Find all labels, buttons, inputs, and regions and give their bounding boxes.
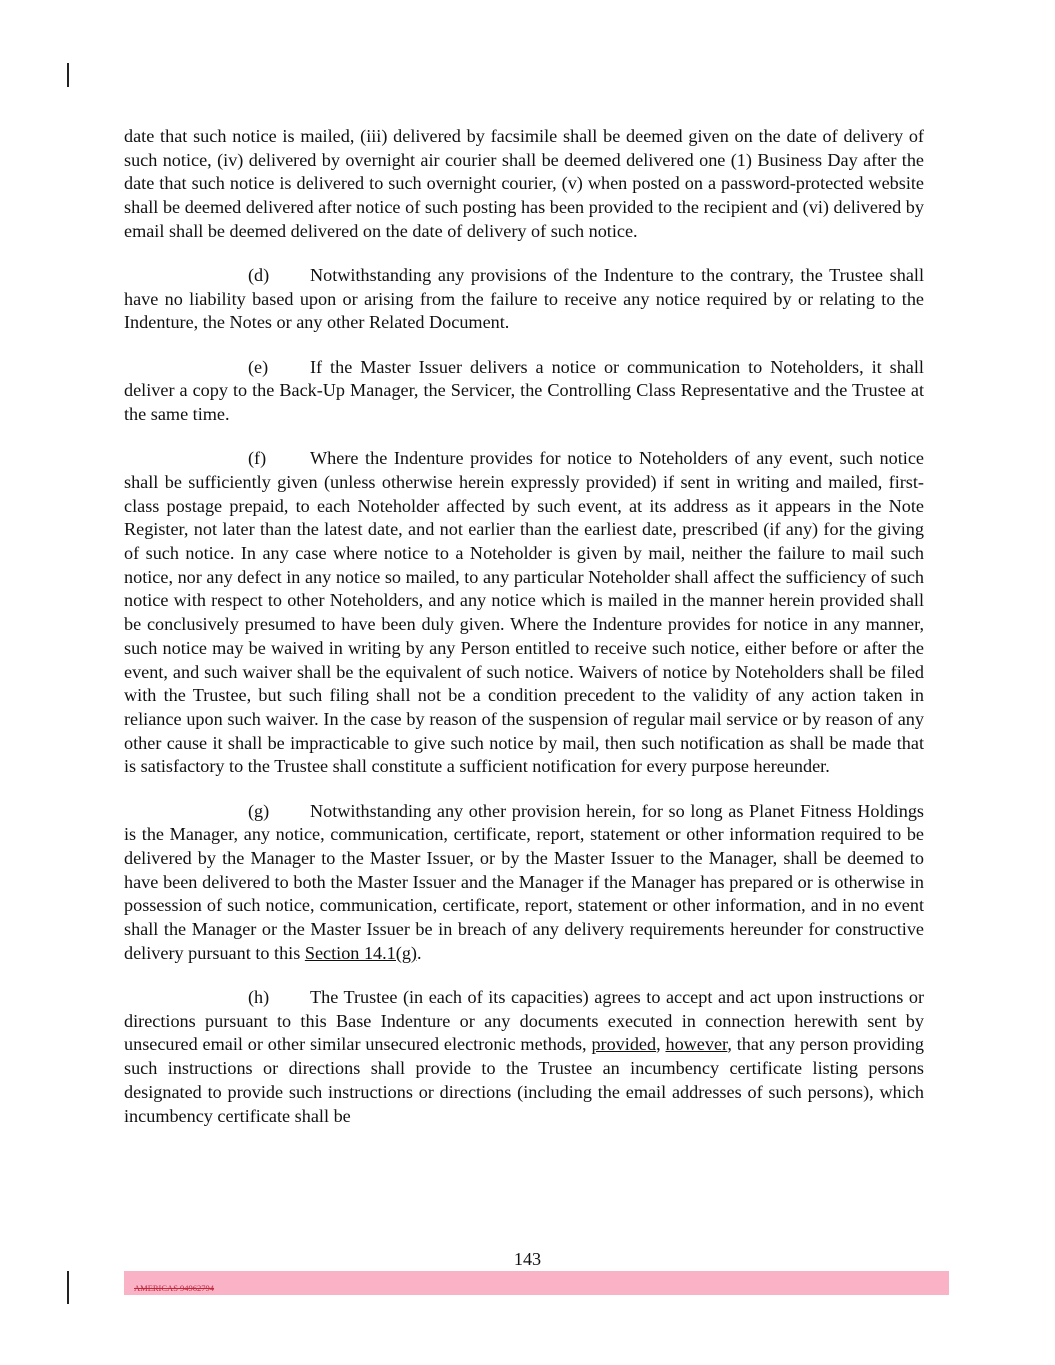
paragraph-label: (e) [248,356,269,377]
paragraph-end: . [416,942,422,963]
change-bar-bottom [67,1271,69,1304]
section-reference: Section 14.1(g) [304,942,417,963]
paragraph-f [124,447,924,779]
footer-band [124,1271,949,1295]
paragraph-label: (d) [248,265,270,286]
paragraph-d [124,264,924,335]
paragraph-text-continued: , that any person providing such instructions or directions shall provide to the Trustee an incumbency certificate listing persons designated to provide such instructions or directions (including the email addresses of such persons), which incumbency certificate shall be [124,1034,925,1126]
paragraph-text: If the Master Issuer delivers a notice or communication to Noteholders, it shall deliver a copy to the Back-Up Manager, the Servicer, the Controlling Class Representative and the Trustee at the same time. [124,356,924,425]
paragraph-label: (f) [248,448,267,469]
paragraph-h [124,986,924,1128]
document-body [124,125,924,1149]
paragraph-g [124,800,924,966]
page-number: 143 [513,1249,542,1269]
paragraph-c-continued: date that such notice is mailed, (iii) delivered by facsimile shall be deemed given on the date of delivery of such notice, (iv) delivered by overnight air courier shall be deemed delivered one (1) Business Day after the date that such notice is delivered to such overnight courier, (v) when posted on a password-protected website shall be deemed delivered after notice of such posting has been provided to the recipient and (vi) delivered by email shall be deemed delivered on the date of delivery of such notice. [124,126,924,241]
paragraph-text: Notwithstanding any provisions of the Indenture to the contrary, the Trustee shall have no liability based upon or arising from the failure to receive any notice required by or relating to the Indenture, the Notes or any other Related Document. [124,265,924,333]
paragraph-text: Where the Indenture provides for notice to Noteholders of any event, such notice shall be sufficiently given (unless otherwise herein expressly provided) if sent in writing and mailed, first-class postage prepaid, to each Noteholder affected by such event, at its address as it appears in the Note Register, not later than the latest date, and not earlier than the earliest date, prescribed (if any) for the giving of such notice. In any case where notice to a Noteholder is given by mail, neither the failure to mail such notice, nor any defect in any notice so mailed, to any particular Noteholder shall affect the sufficiency of such notice with respect to other Noteholders, and any notice which is mailed in the manner herein provided shall be conclusively presumed to have been duly given. Where the Indenture provides for notice in any manner, such notice may be waived in writing by any Person entitled to receive such notice, either before or after the event, and such waiver shall be the equivalent of such notice. Waivers of notice by Noteholders shall be filed with the Trustee, but such filing shall not be a condition precedent to the validity of any action taken in reliance upon such waiver. In the case by reason of the suspension of regular mail service or by reason of any other cause it shall be impracticable to give such notice by mail, then such notification as shall be made that is satisfactory to the Trustee shall constitute a sufficient notification for every purpose hereunder. [124,448,924,777]
paragraph-text: The Trustee (in each of its capacities) agrees to accept and act upon instructions or directions pursuant to this Base Indenture or any documents executed in connection herewith sent by unsecured email or other similar unsecured electronic methods, [124,987,924,1055]
change-bar-top [67,63,69,87]
however-term: however [665,1034,728,1055]
paragraph-text: Notwithstanding any other provision herein, for so long as Planet Fitness Holdings is the Manager, any notice, communication, certificate, report, statement or other information required to be delivered by the Manager to the Master Issuer, or by the Master Issuer to the Manager, shall be deemed to have been delivered to both the Master Issuer and the Manager if the Manager has prepared or is otherwise in possession of such notice, communication, certificate, report, statement or other information, and in no event shall the Manager or the Master Issuer be in breach of any delivery requirements hereunder for constructive delivery pursuant to this [124,800,924,963]
paragraph-e [124,356,924,427]
document-id: AMERICAS 94962794 [134,1283,215,1293]
paragraph-label: (h) [248,987,270,1007]
paragraph-label: (g) [248,800,270,821]
provided-term: provided [591,1034,657,1055]
separator: , [656,1034,666,1055]
